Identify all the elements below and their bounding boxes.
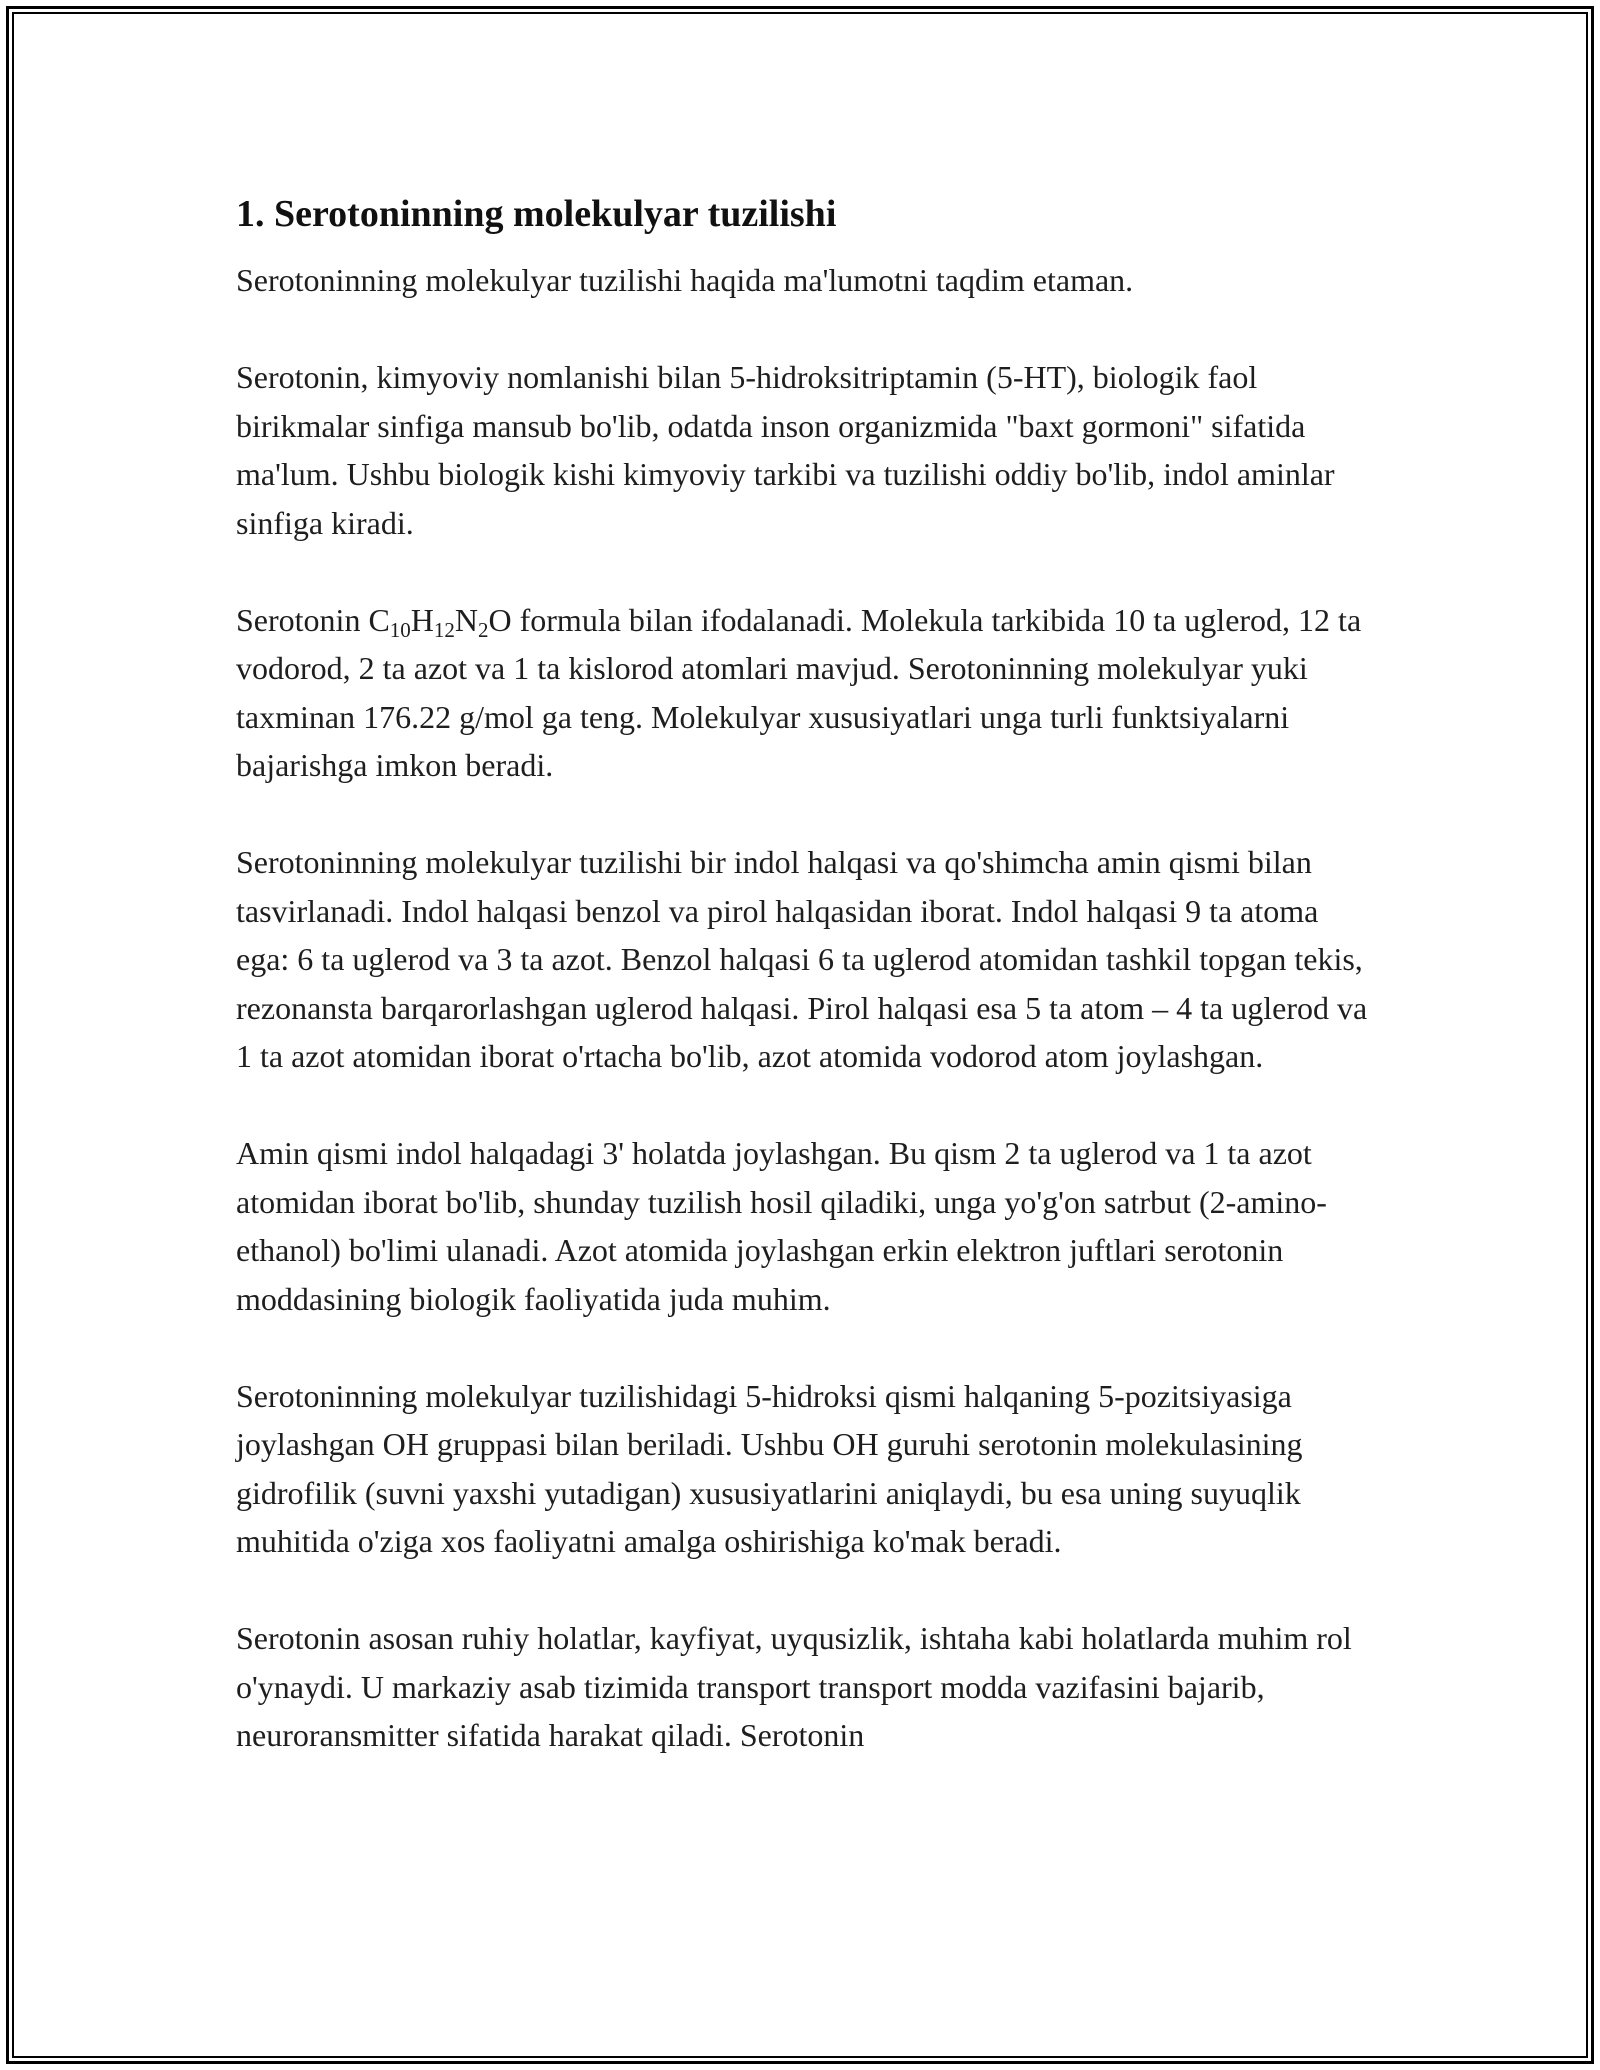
- paragraph-indole-ring: Serotoninning molekulyar tuzilishi bir indol halqasi va qo'shimcha amin qismi bilan tasvirlanadi. Indol halqasi benzol va pirol halqasidan iborat. Indol halqasi 9 ta atoma ega: 6 ta uglerod va 3 ta azot. Benzol halqasi 6 ta uglerod atomidan tashkil topgan tekis, rezonansta barqarorlashgan uglerod halqasi. Pirol halqasi esa 5 ta atom – 4 ta uglerod va 1 ta azot atomidan iborat o'rtacha bo'lib, azot atomida vodorod atom joylashgan.: [236, 844, 1368, 1074]
- paragraph-formula: [236, 596, 1376, 790]
- intro-paragraph: Serotoninning molekulyar tuzilishi haqida ma'lumotni taqdim etaman.: [236, 262, 1134, 298]
- formula-carbon-count: 10: [389, 617, 411, 642]
- paragraph-hydroxy-group: Serotoninning molekulyar tuzilishidagi 5-hidroksi qismi halqaning 5-pozitsiyasiga joylashgan OH gruppasi bilan beriladi. Ushbu OH guruhi serotonin molekulasining gidrofilik (suvni yaxshi yutadigan) xususiyatlarini aniqlaydi, bu esa uning suyuqlik muhitida o'ziga xos faoliyatni amalga oshirishiga ko'mak beradi.: [236, 1377, 1303, 1559]
- formula-nitrogen: N: [454, 601, 478, 638]
- paragraph-amine-group: Amin qismi indol halqadagi 3' holatda joylashgan. Bu qism 2 ta uglerod va 1 ta azot atomidan iborat bo'lib, shunday tuzilish hosil qiladiki, unga yo'g'on satrbut (2-amino-ethanol) bo'limi ulanadi. Azot atomida joylashgan erkin elektron juftlari serotonin moddasining biologik faoliyatida juda muhim.: [236, 1135, 1327, 1317]
- paragraph-function: Serotonin asosan ruhiy holatlar, kayfiyat, uyqusizlik, ishtaha kabi holatlarda muhim rol o'ynaydi. U markaziy asab tizimida transport transport modda vazifasini bajarib, neuroransmitter sifatida harakat qiladi. Serotonin: [236, 1620, 1352, 1753]
- section-heading: 1. Serotoninning molekulyar tuzilishi: [236, 193, 837, 235]
- formula-rest-text: formula bilan ifodalanadi. Molekula tarkibida 10 ta uglerod, 12 ta vodorod, 2 ta azot va 1 ta kislorod atomlari mavjud. Serotoninning molekulyar yuki taxminan 176.22 g/mol ga teng. Molekulyar xususiyatlari unga turli funktsiyalarni bajarishga imkon beradi.: [236, 601, 1362, 783]
- paragraph-serotonin-definition: Serotonin, kimyoviy nomlanishi bilan 5-hidroksitriptamin (5-HT), biologik faol birikmalar sinfiga mansub bo'lib, odatda inson organizmida "baxt gormoni" sifatida ma'lum. Ushbu biologik kishi kimyoviy tarkibi va tuzilishi oddiy bo'lib, indol aminlar sinfiga kiradi.: [236, 359, 1335, 541]
- formula-lead-text: Serotonin: [236, 601, 369, 638]
- chemical-formula: [368, 601, 512, 642]
- formula-nitrogen-count: 2: [478, 617, 489, 642]
- formula-hydrogen: H: [410, 601, 434, 638]
- document-body: [236, 188, 1376, 1808]
- formula-oxygen: O: [488, 601, 512, 638]
- formula-hydrogen-count: 12: [433, 617, 455, 642]
- formula-carbon: C: [368, 601, 390, 638]
